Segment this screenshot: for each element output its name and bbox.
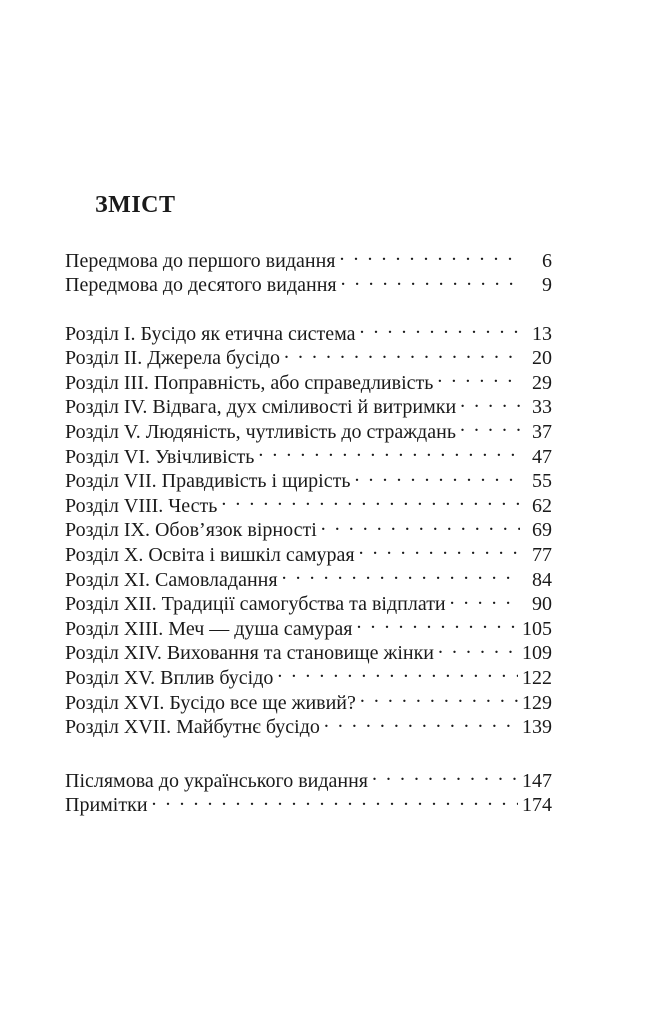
dot-leader: [359, 315, 520, 340]
toc-entry-title: Розділ XIII. Меч — душа самурая: [65, 617, 353, 640]
toc-entry-page-number: 105: [522, 617, 552, 640]
dot-leader: [341, 267, 520, 292]
dot-leader: [258, 438, 520, 463]
toc-entry-title: Розділ XII. Традиції самогубства та відплати: [65, 593, 446, 616]
toc-entry-page-number: 77: [532, 543, 552, 566]
toc-entry-page-number: 109: [522, 642, 552, 665]
toc-entry-title: Розділ VIII. Честь: [65, 494, 218, 517]
dot-leader: [437, 364, 520, 389]
dot-leader: [152, 787, 518, 812]
toc-group-prefaces: [65, 242, 552, 297]
toc-entry-title: Розділ IX. Обов’язок вірності: [65, 519, 317, 542]
toc-entry-page-number: 6: [542, 249, 552, 272]
dot-leader: [460, 413, 520, 438]
toc-entry-title: Розділ XI. Самовладання: [65, 568, 278, 591]
dot-leader: [438, 635, 518, 660]
toc-entry-title: Розділ II. Джерела бусідо: [65, 347, 281, 370]
dot-leader: [284, 340, 520, 365]
toc-entry-title: Примітки: [65, 794, 148, 817]
toc-entry-title: Розділ I. Бусідо як етична система: [65, 322, 356, 345]
toc-entry: [65, 762, 552, 792]
dot-leader: [359, 536, 520, 561]
toc-entry-page-number: 122: [522, 666, 552, 689]
toc-entry-page-number: 174: [522, 794, 552, 817]
dot-leader: [356, 610, 518, 635]
toc-entry-title: Розділ VI. Увічливість: [65, 445, 255, 468]
toc-entry-page-number: 69: [532, 519, 552, 542]
toc-entry: [65, 242, 552, 272]
dot-leader: [321, 512, 520, 537]
toc-entry-page-number: 29: [532, 371, 552, 394]
toc-entry-title: Розділ XVI. Бусідо все ще живий?: [65, 691, 356, 714]
toc-entry-page-number: 90: [532, 593, 552, 616]
toc-entry-page-number: 20: [532, 347, 552, 370]
toc-entry-title: Розділ VII. Правдивість і щирість: [65, 470, 351, 493]
toc-entry-title: Розділ IV. Відвага, дух сміливості й витримки: [65, 396, 457, 419]
toc-entry: [65, 315, 552, 345]
toc-entry-title: Післямова до українського видання: [65, 769, 369, 792]
dot-leader: [372, 762, 518, 787]
toc-entry-page-number: 84: [532, 568, 552, 591]
toc-entry-title: Розділ XV. Вплив бусідо: [65, 666, 274, 689]
toc-entry-page-number: 13: [532, 322, 552, 345]
dot-leader: [221, 487, 520, 512]
dot-leader: [340, 242, 521, 267]
toc-group-appendix: [65, 762, 552, 817]
toc-entry-title: Розділ V. Людяність, чутливість до страждань: [65, 420, 456, 443]
dot-leader: [277, 659, 518, 684]
toc-group-chapters: [65, 315, 552, 739]
dot-leader: [354, 463, 520, 488]
toc-entry-page-number: 55: [532, 470, 552, 493]
toc-entry-title: Передмова до першого видання: [65, 249, 336, 272]
dot-leader: [324, 709, 518, 734]
toc-entry-title: Розділ X. Освіта і вишкіл самурая: [65, 543, 355, 566]
toc-entry-page-number: 37: [532, 420, 552, 443]
dot-leader: [460, 389, 520, 414]
dot-leader: [360, 684, 518, 709]
toc-entry-title: Розділ III. Поправність, або справедливість: [65, 371, 434, 394]
dot-leader: [282, 561, 520, 586]
page-title: ЗМІСТ: [95, 192, 176, 218]
toc-entry-title: Розділ XVII. Майбутнє бусідо: [65, 716, 320, 739]
toc-entry-page-number: 9: [542, 274, 552, 297]
toc-entry-title: Розділ XIV. Виховання та становище жінки: [65, 642, 435, 665]
dot-leader: [450, 586, 520, 611]
toc-entry-page-number: 147: [522, 769, 552, 792]
toc-entry-title: Передмова до десятого видання: [65, 274, 337, 297]
toc-entry-page-number: 139: [522, 716, 552, 739]
toc-entry-page-number: 62: [532, 494, 552, 517]
toc-entry-page-number: 129: [522, 691, 552, 714]
toc-entry-page-number: 33: [532, 396, 552, 419]
toc-entry-page-number: 47: [532, 445, 552, 468]
